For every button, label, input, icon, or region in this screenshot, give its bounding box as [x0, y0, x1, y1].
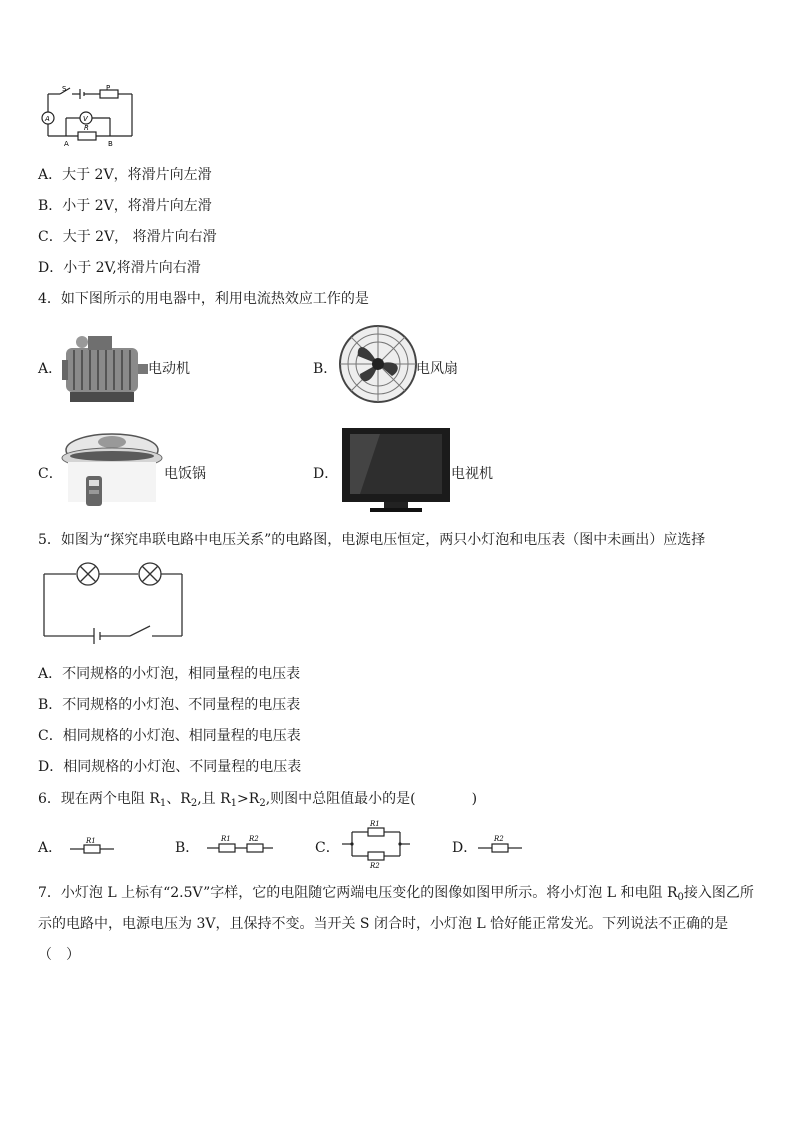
- q5-option-a: A．不同规格的小灯泡，相同量程的电压表: [38, 666, 301, 682]
- q4-option-d-name: 电视机: [451, 466, 493, 482]
- q5-option-c: C．相同规格的小灯泡、相同量程的电压表: [38, 728, 301, 744]
- q5-option-d: D．相同规格的小灯泡、不同量程的电压表: [38, 759, 302, 775]
- q6-option-b-letter: B．: [175, 840, 200, 856]
- q3-resistor-label: R: [84, 124, 89, 132]
- q6-b-r1-label: R1: [221, 835, 231, 843]
- q4-option-d-letter: D．: [313, 466, 339, 482]
- rice-cooker-image: [60, 420, 164, 510]
- q3-option-d: D．小于 2V,将滑片向右滑: [38, 260, 201, 276]
- q3-switch-label: S: [62, 85, 67, 93]
- q6-option-c-diagram: [342, 820, 410, 870]
- q6-d-r2-label: R2: [494, 835, 504, 843]
- q5-option-b: B．不同规格的小灯泡、不同量程的电压表: [38, 697, 301, 713]
- q6-option-d-letter: D．: [452, 840, 478, 856]
- q3-voltmeter-label: V: [83, 115, 88, 123]
- q6-c-r2-label: R2: [370, 862, 380, 870]
- q3-circuit-diagram: [38, 86, 138, 148]
- q6-option-b-diagram: [207, 830, 275, 854]
- motor-image: [62, 330, 148, 408]
- q4-option-b-name: 电风扇: [416, 361, 458, 377]
- q3-option-b: B．小于 2V，将滑片向左滑: [38, 198, 212, 214]
- q4-option-a-letter: A．: [38, 361, 63, 377]
- tv-image: [340, 426, 452, 514]
- q7-line-1: 7．小灯泡 L 上标有“2.5V”字样，它的电阻随它两端电压变化的图像如图甲所示。将小灯泡 L 和电阻 $R_0$接入图乙所: [38, 885, 754, 903]
- q3-slider-label: P: [106, 84, 111, 92]
- q6-b-r2-label: R2: [249, 835, 259, 843]
- q4-stem: 4．如下图所示的用电器中，利用电流热效应工作的是: [38, 291, 369, 307]
- q3-ammeter-label: A: [45, 115, 50, 123]
- q4-option-a-name: 电动机: [148, 361, 190, 377]
- q3-option-a: A．大于 2V，将滑片向左滑: [38, 167, 212, 183]
- q7-line-3: （ ）: [38, 947, 80, 963]
- q6-c-r1-label: R1: [370, 820, 380, 828]
- q6-a-r1-label: R1: [86, 837, 96, 845]
- q7-line-2: 示的电路中，电源电压为 3V，且保持不变。当开关 S 闭合时，小灯泡 L 恰好能正常发光。下列说法不正确的是: [38, 916, 729, 932]
- q3-point-a-label: A: [64, 140, 69, 148]
- q6-option-c-letter: C．: [315, 840, 340, 856]
- q4-option-b-letter: B．: [313, 361, 338, 377]
- q5-stem: 5．如图为“探究串联电路中电压关系”的电路图，电源电压恒定，两只小灯泡和电压表（图中未画出）应选择: [38, 532, 706, 548]
- fan-image: [336, 322, 420, 406]
- q5-circuit-diagram: [38, 560, 188, 644]
- q3-option-c: C．大于 2V， 将滑片向右滑: [38, 229, 217, 245]
- q6-option-d-diagram: [478, 830, 524, 854]
- q4-option-c-name: 电饭锅: [164, 466, 206, 482]
- q4-option-c-letter: C．: [38, 466, 63, 482]
- q6-stem: 6．现在两个电阻 $R_1$、$R_2$,且 $R_1>R_2$,则图中总阻值最小的是( ): [38, 791, 478, 809]
- q6-option-a-letter: A．: [38, 840, 63, 856]
- q6-option-a-diagram: [70, 834, 116, 856]
- q3-point-b-label: B: [108, 140, 113, 148]
